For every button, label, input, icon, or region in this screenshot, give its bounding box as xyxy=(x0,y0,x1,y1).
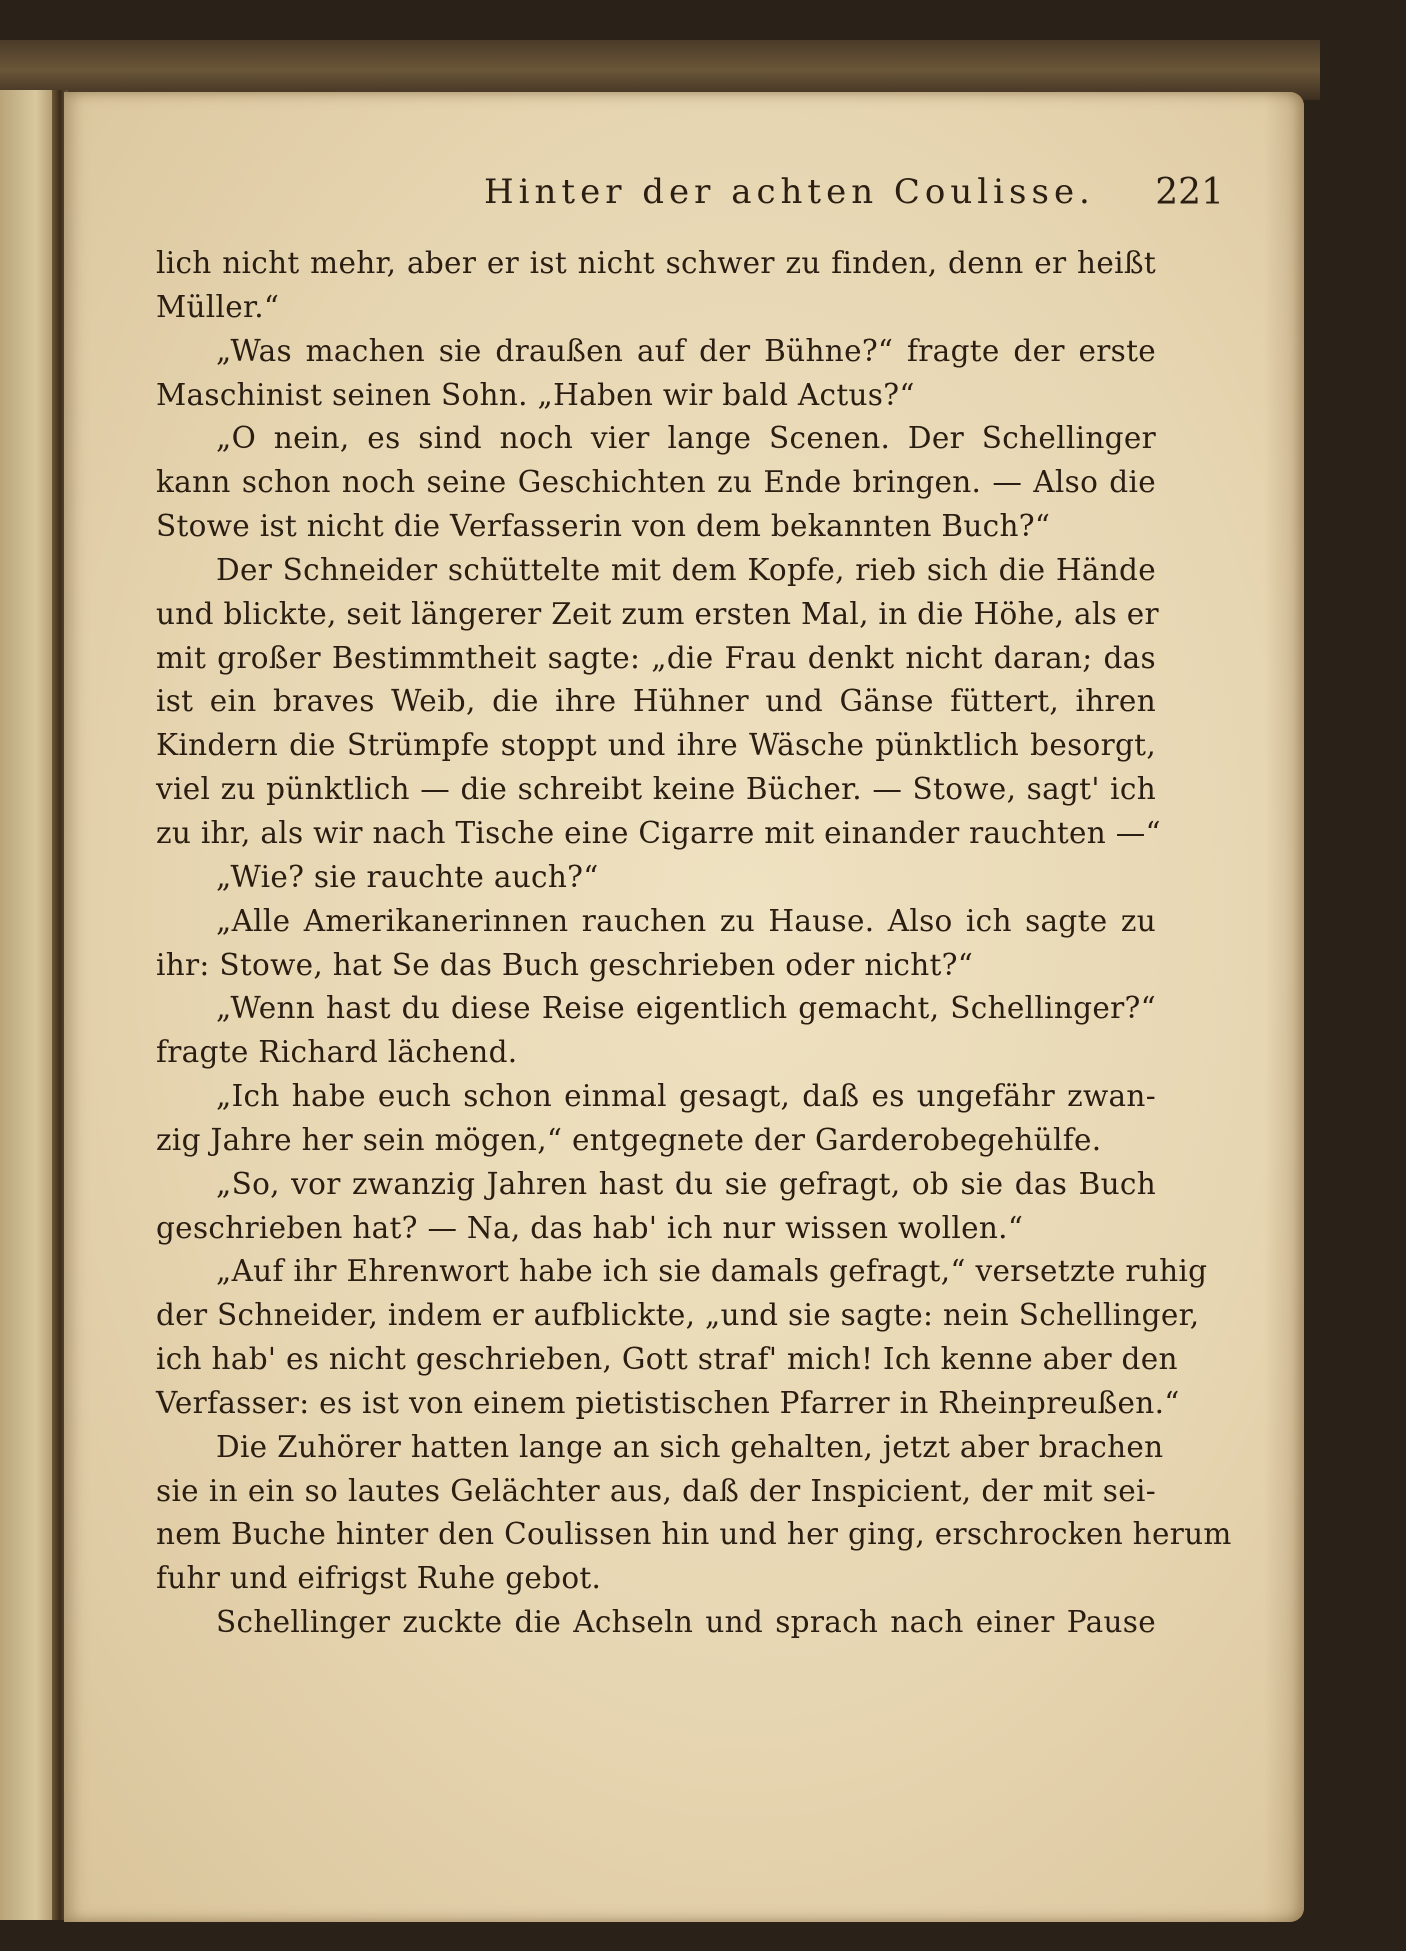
text-line: zig Jahre her sein mögen,“ entgegnete der Garderobegehülfe. xyxy=(156,1122,1102,1157)
left-page-edge xyxy=(0,90,60,1920)
text-line: „Wenn hast du diese Reise eigentlich gemacht, Schellinger?“ xyxy=(216,991,1156,1026)
text-line: viel zu pünktlich — die schreibt keine Bücher. — Stowe, sagt' ich xyxy=(156,772,1156,807)
body-text xyxy=(156,242,1232,1645)
text-line: „Wie? sie rauchte auch?“ xyxy=(216,859,599,894)
running-head: Hinter der achten Coulisse. xyxy=(484,172,1095,212)
text-line: fragte Richard lächend. xyxy=(156,1035,518,1070)
text-line: sie in ein so lautes Gelächter aus, daß der Inspicient, der mit sei- xyxy=(156,1473,1156,1508)
text-line: geschrieben hat? — Na, das hab' ich nur wissen wollen.“ xyxy=(156,1210,1024,1245)
page-number: 221 xyxy=(1155,172,1224,213)
text-line: „Ich habe euch schon einmal gesagt, daß es ungefähr zwan- xyxy=(216,1079,1156,1114)
text-line: „Was machen sie draußen auf der Bühne?“ fragte der erste xyxy=(216,333,1156,368)
book-top-edge xyxy=(0,40,1320,100)
text-line: fuhr und eifrigst Ruhe gebot. xyxy=(156,1561,602,1596)
page-edge-shade xyxy=(1264,92,1304,1922)
text-line: lich nicht mehr, aber er ist nicht schwer zu finden, denn er heißt xyxy=(156,246,1156,280)
text-line: mit großer Bestimmtheit sagte: „die Frau denkt nicht daran; das xyxy=(156,640,1156,675)
text-line: ihr: Stowe, hat Se das Buch geschrieben oder nicht?“ xyxy=(156,947,974,982)
text-line: Der Schneider schüttelte mit dem Kopfe, rieb sich die Hände xyxy=(216,552,1156,587)
text-line: Maschinist seinen Sohn. „Haben wir bald Actus?“ xyxy=(156,377,915,412)
text-line: kann schon noch seine Geschichten zu Ende bringen. — Also die xyxy=(156,465,1156,500)
text-line: nem Buche hinter den Coulissen hin und her ging, erschrocken herum xyxy=(156,1517,1232,1552)
text-line: Die Zuhörer hatten lange an sich gehalten, jetzt aber brachen xyxy=(216,1429,1164,1464)
text-line: ich hab' es nicht geschrieben, Gott straf' mich! Ich kenne aber den xyxy=(156,1342,1178,1377)
text-line: „Alle Amerikanerinnen rauchen zu Hause. Also ich sagte zu xyxy=(216,903,1156,938)
text-line: und blickte, seit längerer Zeit zum ersten Mal, in die Höhe, als er xyxy=(156,596,1159,631)
text-line: der Schneider, indem er aufblickte, „und sie sagte: nein Schellinger, xyxy=(156,1298,1200,1333)
text-line: „Auf ihr Ehrenwort habe ich sie damals gefragt,“ versetzte ruhig xyxy=(216,1254,1208,1289)
text-line: Müller.“ xyxy=(156,289,280,324)
page-header xyxy=(484,172,1224,222)
text-line: „O nein, es sind noch vier lange Scenen. Der Schellinger xyxy=(216,421,1156,456)
text-line: Verfasser: es ist von einem pietistischen Pfarrer in Rheinpreußen.“ xyxy=(156,1385,1180,1420)
text-line: zu ihr, als wir nach Tische eine Cigarre mit einander rauchten —“ xyxy=(156,815,1161,850)
text-line: Stowe ist nicht die Verfasserin von dem bekannten Buch?“ xyxy=(156,509,1051,544)
text-line: „So, vor zwanzig Jahren hast du sie gefragt, ob sie das Buch xyxy=(216,1166,1156,1201)
book-page xyxy=(64,92,1304,1922)
text-line: ist ein braves Weib, die ihre Hühner und Gänse füttert, ihren xyxy=(156,684,1156,719)
text-line: Kindern die Strümpfe stoppt und ihre Wäsche pünktlich besorgt, xyxy=(156,728,1156,763)
text-line: Schellinger zuckte die Achseln und sprach nach einer Pause xyxy=(216,1605,1156,1640)
